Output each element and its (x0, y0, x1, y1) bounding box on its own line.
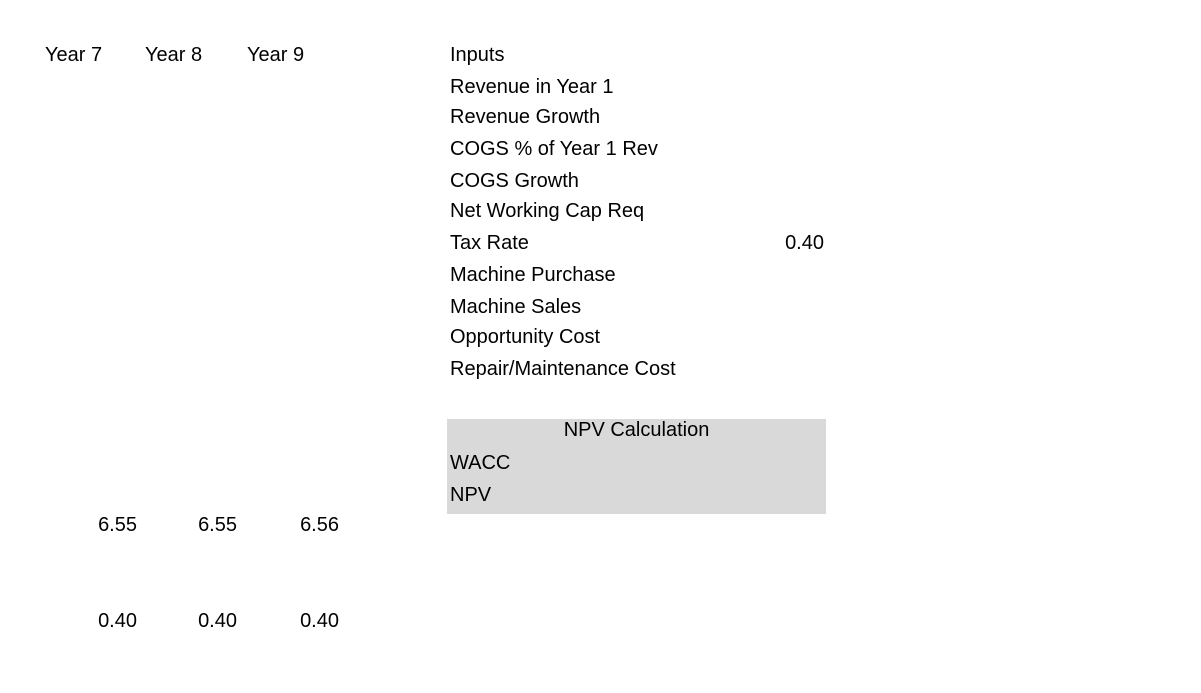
year-7-value-b[interactable]: 0.40 (98, 610, 137, 632)
year-8-value-b[interactable]: 0.40 (198, 610, 237, 632)
input-label-opportunity-cost[interactable]: Opportunity Cost (450, 326, 601, 348)
input-label-machine-sales[interactable]: Machine Sales (450, 296, 582, 318)
tax-rate-value[interactable]: 0.40 (785, 232, 824, 254)
input-label-revenue-year1[interactable]: Revenue in Year 1 (450, 76, 614, 98)
year-7-header[interactable]: Year 7 (45, 44, 103, 66)
input-label-tax-rate[interactable]: Tax Rate (450, 232, 529, 254)
inputs-title[interactable]: Inputs (450, 44, 505, 66)
year-8-value-a[interactable]: 6.55 (198, 514, 237, 536)
input-label-repair-cost[interactable]: Repair/Maintenance Cost (450, 358, 676, 380)
input-label-nwc-req[interactable]: Net Working Cap Req (450, 200, 645, 222)
input-label-revenue-growth[interactable]: Revenue Growth (450, 106, 601, 128)
year-9-header[interactable]: Year 9 (247, 44, 305, 66)
npv-label[interactable]: NPV (450, 484, 492, 506)
year-7-value-a[interactable]: 6.55 (98, 514, 137, 536)
year-9-value-a[interactable]: 6.56 (300, 514, 339, 536)
input-label-machine-purchase[interactable]: Machine Purchase (450, 264, 616, 286)
npv-calculation-title[interactable]: NPV Calculation (563, 419, 710, 441)
input-label-cogs-pct[interactable]: COGS % of Year 1 Rev (450, 138, 658, 160)
year-8-header[interactable]: Year 8 (145, 44, 203, 66)
year-9-value-b[interactable]: 0.40 (300, 610, 339, 632)
wacc-label[interactable]: WACC (450, 452, 511, 474)
input-label-cogs-growth[interactable]: COGS Growth (450, 170, 579, 192)
